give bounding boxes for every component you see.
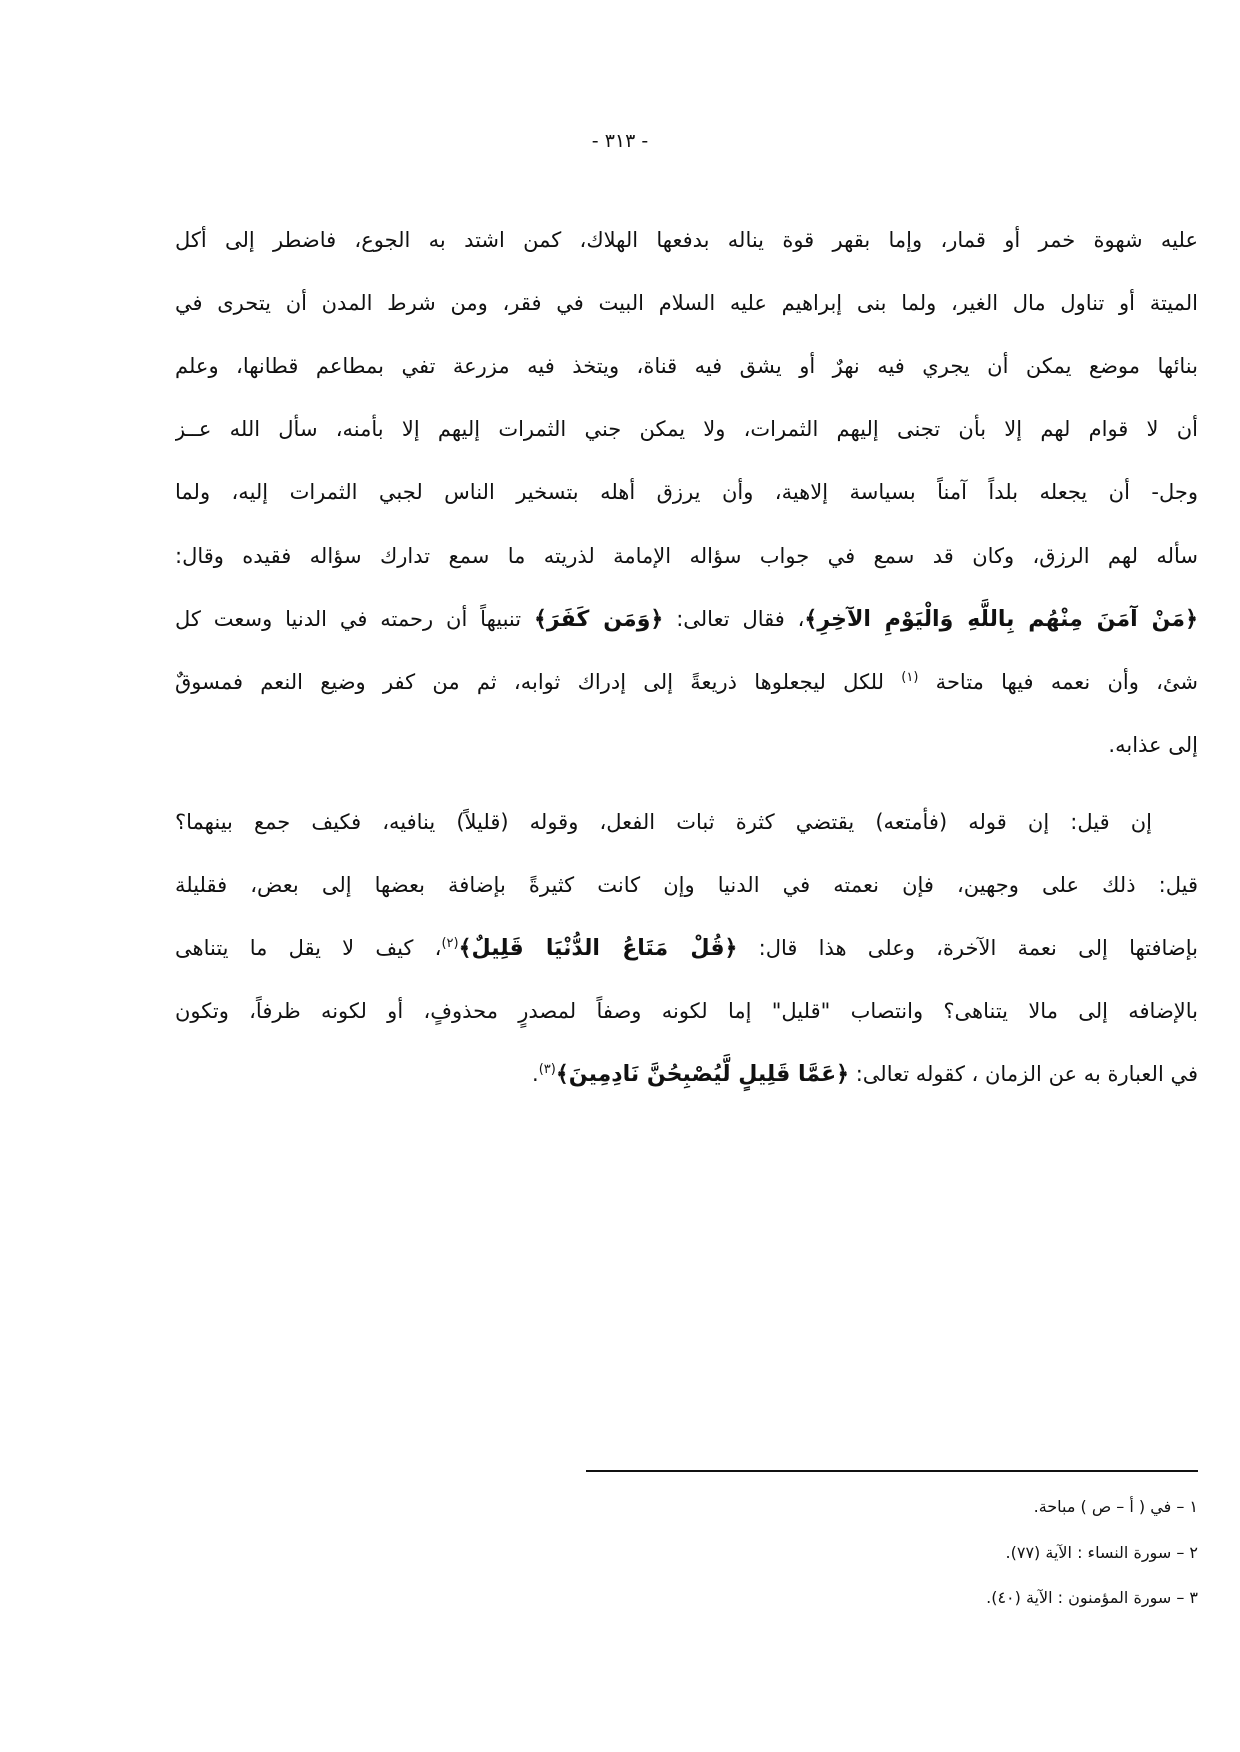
text-segment: للكل ليجعلوها ذريعةً إلى إدراك ثوابه، ثم من كفر وضيع النعم فمسوقٌ	[175, 670, 902, 694]
quran-verse: ﴿قُلْ مَتَاعُ الدُّنْيَا قَلِيلٌ﴾	[458, 936, 738, 961]
page-number: - ٣١٣ -	[591, 130, 649, 152]
text-line: بالإضافه إلى مالا يتناهى؟ وانتصاب "قليل" إما لكونه وصفاً لمصدرٍ محذوفٍ، أو لكونه ظرفاً، وتكون	[175, 999, 1198, 1023]
text-line: إن قيل: إن قوله (فأمتعه) يقتضي كثرة ثبات الفعل، وقوله (قليلاً) ينافيه، فكيف جمع بينهما؟	[175, 810, 1152, 834]
footnote-divider	[586, 1470, 1198, 1472]
text-line: بنائها موضع يمكن أن يجري فيه نهرٌ أو يشق فيه قناة، ويتخذ فيه مزرعة تفي بمطاعم قطانها، وعلم	[175, 354, 1198, 378]
footnote-item: ١ – في ( أ – ص ) مباحة.	[1033, 1497, 1198, 1516]
text-segment: ، فقال تعالى:	[663, 607, 805, 631]
text-segment: في العبارة به عن الزمان ، كقوله تعالى:	[849, 1062, 1198, 1086]
footnote-item: ٢ – سورة النساء : الآية (٧٧).	[1005, 1543, 1198, 1562]
text-segment: تنبيهاً أن رحمته في الدنيا وسعت كل	[175, 607, 534, 631]
text-line: قيل: ذلك على وجهين، فإن نعمته في الدنيا وإن كانت كثيرةً بإضافة بعضها إلى بعض، فقليلة	[175, 873, 1198, 897]
footnote-reference: (٣)	[538, 1062, 556, 1077]
quran-verse: ﴿مَنْ آمَنَ مِنْهُم بِاللَّهِ وَالْيَوْمِ الآخِرِ﴾	[804, 607, 1198, 632]
text-line	[175, 917, 1198, 980]
text-segment: .	[532, 1062, 539, 1086]
footnote-reference: (١)	[901, 670, 919, 685]
footnote-item: ٣ – سورة المؤمنون : الآية (٤٠).	[986, 1588, 1198, 1607]
text-line	[175, 1043, 1198, 1106]
text-segment: شئ، وأن نعمه فيها متاحة	[918, 670, 1198, 694]
quran-verse: ﴿وَمَن كَفَرَ﴾	[534, 607, 664, 632]
text-segment: بإضافتها إلى نعمة الآخرة، وعلى هذا قال:	[737, 936, 1198, 960]
text-segment: ، كيف لا يقل ما يتناهى	[175, 936, 442, 960]
text-line: عليه شهوة خمر أو قمار، وإما بقهر قوة يناله بدفعها الهلاك، كمن اشتد به الجوع، فاضطر إلى أكل	[175, 228, 1198, 252]
text-line	[175, 651, 1198, 714]
text-line: أن لا قوام لهم إلا بأن تجنى إليهم الثمرات، ولا يمكن جني الثمرات إليهم إلا بأمنه، سأل الله عــز	[175, 417, 1198, 441]
text-line	[175, 588, 1198, 651]
text-line: وجل- أن يجعله بلداً آمناً بسياسة إلاهية، وأن يرزق أهله بتسخير الناس لجبي الثمرات إليه، ولما	[175, 480, 1198, 504]
quran-verse: ﴿عَمَّا قَلِيلٍ لَّيُصْبِحُنَّ نَادِمِينَ﴾	[555, 1062, 850, 1087]
text-line: الميتة أو تناول مال الغير، ولما بنى إبراهيم عليه السلام البيت في فقر، ومن شرط المدن أن يتحرى في	[175, 291, 1198, 315]
text-line: إلى عذابه.	[1108, 733, 1198, 757]
text-line: سأله لهم الرزق، وكان قد سمع في جواب سؤاله الإمامة لذريته ما سمع تدارك سؤاله فقيده وقال:	[175, 544, 1198, 568]
footnote-reference: (٢)	[441, 936, 459, 951]
